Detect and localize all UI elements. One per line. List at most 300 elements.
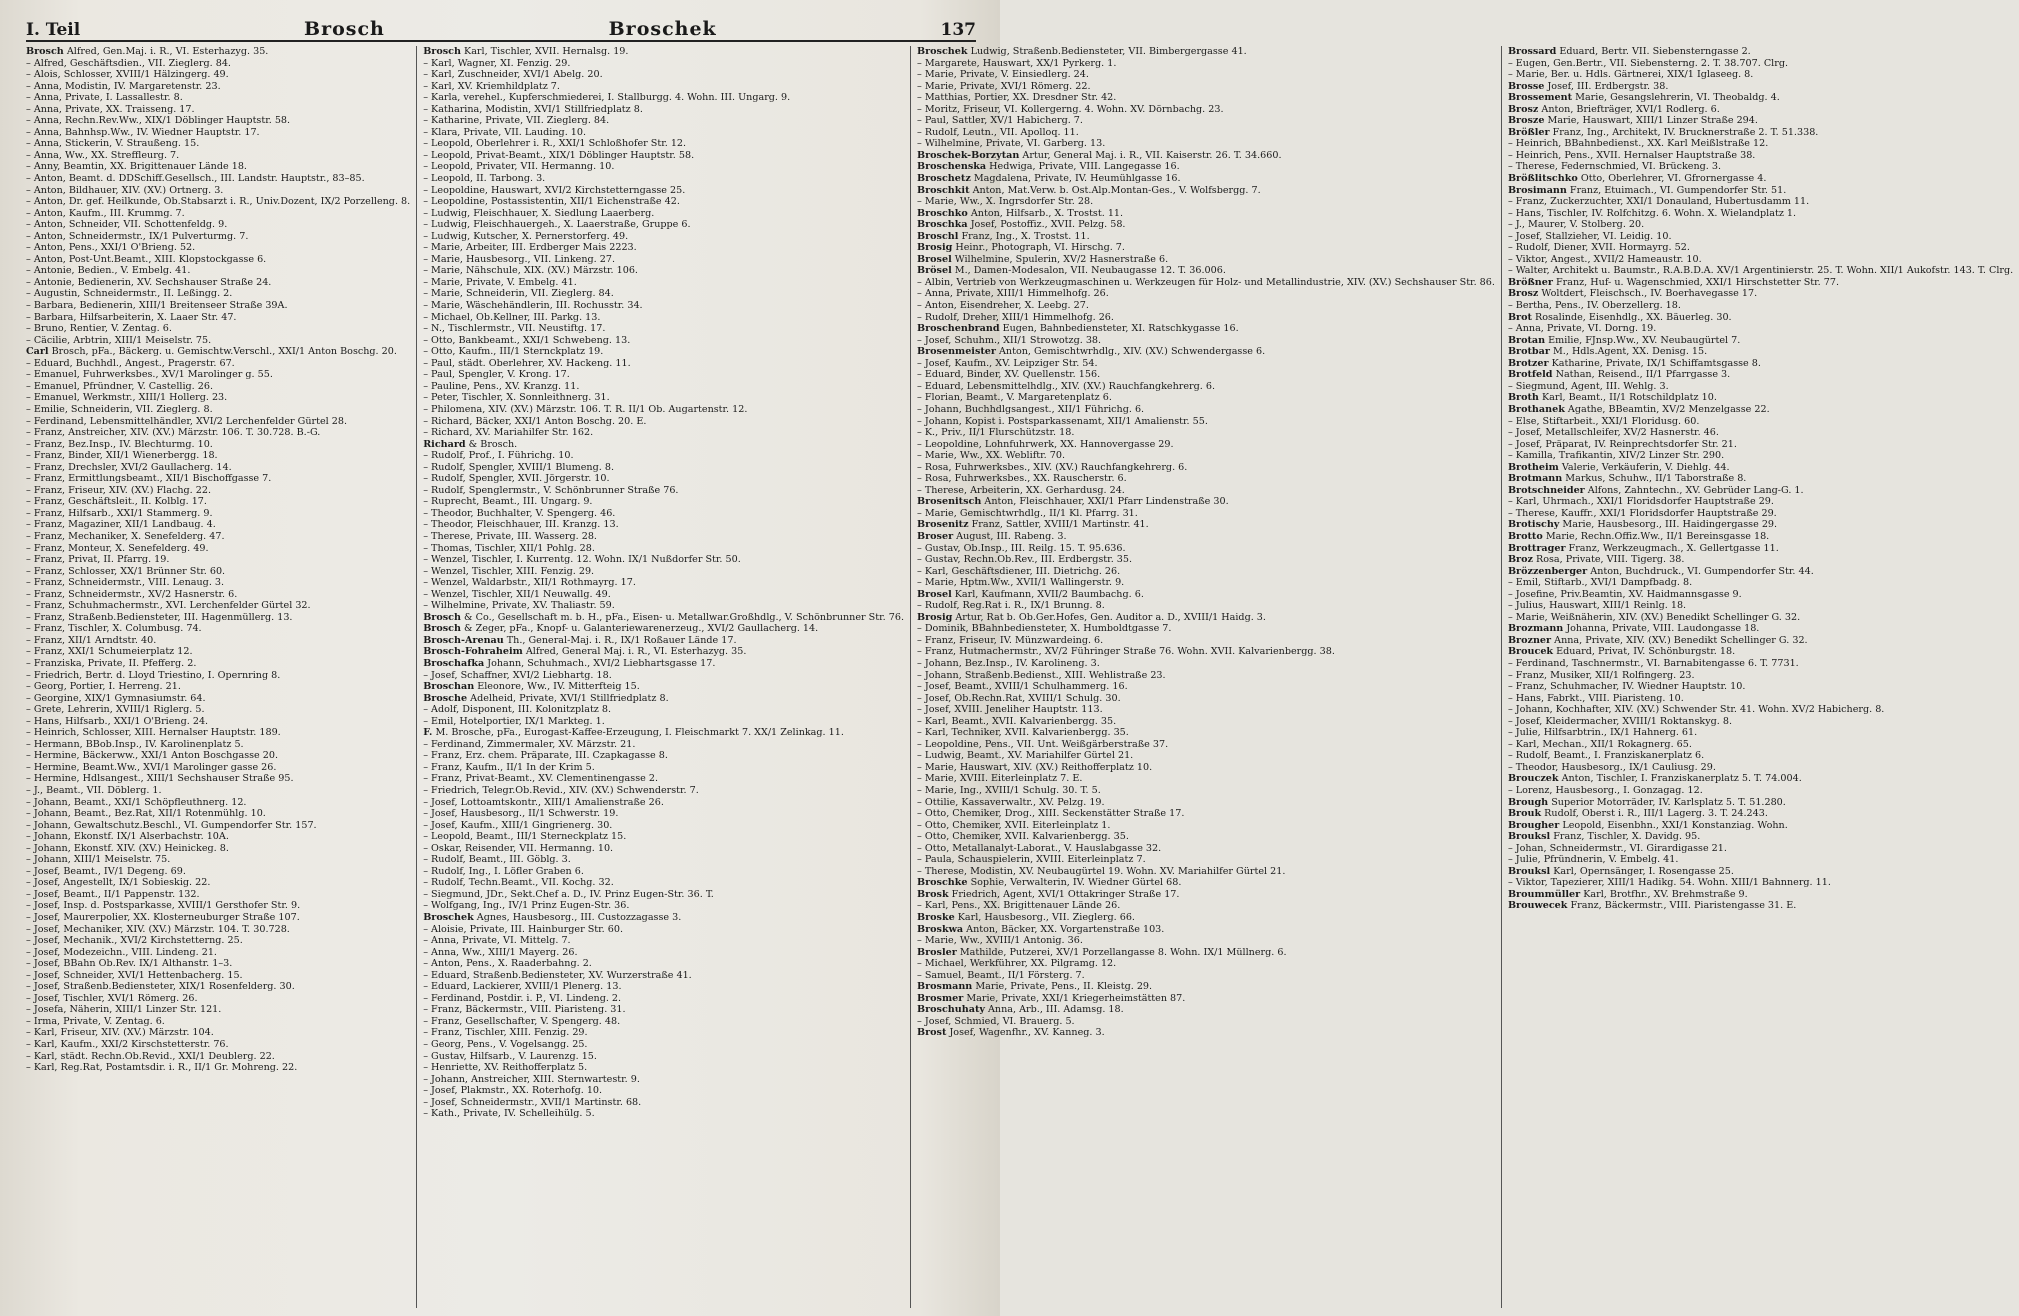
page-number: 137	[940, 20, 976, 40]
directory-entry: – Franz, Drechsler, XVI/2 Gaullacherg. 14.	[26, 461, 232, 473]
directory-entry: – Ferdinand, Postdir. i. P., VI. Lindeng. 2.	[423, 992, 622, 1004]
directory-entry: – Wilhelmine, Private, XV. Thaliastr. 59.	[423, 600, 615, 612]
directory-entry: – Franz, Mechaniker, X. Senefelderg. 47.	[26, 530, 225, 542]
directory-entry: – Rudolf, Dreher, XIII/1 Himmelhofg. 26.	[917, 311, 1114, 323]
directory-entry: – Karl, XV. Kriemhildplatz 7.	[423, 80, 560, 92]
directory-entry: Brotfeld Nathan, Reisend., II/1 Pfarrgasse 3.	[1507, 369, 1731, 381]
directory-entry: – Julie, Hilfsarbtrin., IX/1 Hahnerg. 61.	[1507, 727, 1698, 739]
directory-entry: – Anton, Kaufm., III. Krummg. 7.	[26, 207, 185, 219]
directory-entry: – Anna, Stickerin, V. Straußeng. 15.	[26, 138, 200, 150]
directory-entry: – Gustav, Hilfsarb., V. Laurenzg. 15.	[423, 1050, 597, 1062]
directory-entry: – Josef, Mechaniker, XIV. (XV.) Märzstr. 104. T. 30.728.	[26, 923, 290, 935]
directory-entry: – Josef, Beamt., IV/1 Degeng. 69.	[26, 865, 186, 877]
directory-entry: – Cäcilie, Arbtrin, XIII/1 Meiselstr. 75.	[26, 334, 212, 346]
directory-entry: – Hans, Tischler, IV. Rolfchitzg. 6. Wohn. X. Wielandplatz 1.	[1507, 207, 1797, 219]
directory-entry: Brotischy Marie, Hausbesorg., III. Haidingergasse 29.	[1507, 519, 1778, 531]
directory-entry: – Ludwig, Kutscher, X. Pernerstorferg. 49.	[423, 230, 629, 242]
directory-entry: – Johann, Straßenb.Bedienst., XIII. Wehlistraße 23.	[917, 669, 1166, 681]
directory-entry: – Marie, Private, V. Embelg. 41.	[423, 276, 577, 288]
directory-entry: Brösel M., Damen-Modesalon, VII. Neubaugasse 12. T. 36.006.	[917, 265, 1226, 277]
left-keyword: Brosch	[304, 18, 385, 40]
directory-entry: – Johann, Ekonstf. IX/1 Alserbachstr. 10A.	[26, 831, 229, 843]
directory-entry: – Heinrich, Schlosser, XIII. Hernalser Hauptstr. 189.	[26, 727, 281, 739]
directory-entry: – Barbara, Bedienerin, XIII/1 Breitenseer Straße 39A.	[26, 300, 288, 312]
directory-entry: – Richard, XV. Mariahilfer Str. 162.	[423, 427, 594, 439]
directory-entry: Brouksl Karl, Opernsänger, I. Rosengasse 25.	[1507, 865, 1734, 877]
directory-entry: Brosche Adelheid, Private, XVI/1 Stillfriedplatz 8.	[423, 692, 669, 704]
directory-entry: – Karl, Mechan., XII/1 Rokagnerg. 65.	[1507, 738, 1692, 750]
directory-entry: – Albin, Vertrieb von Werkzeugmaschinen u. Werkzeugen für Holz- und Metallindustrie, XIV. (XV.) Sechshauser Str. 86.	[917, 276, 1495, 288]
directory-entry: Broschke Sophie, Verwalterin, IV. Wiedner Gürtel 68.	[917, 877, 1182, 889]
directory-entry: – Wenzel, Tischler, XIII. Fenzig. 29.	[423, 565, 595, 577]
directory-entry: – Lorenz, Hausbesorg., I. Gonzagag. 12.	[1507, 785, 1703, 796]
directory-entry: – Franz, Anstreicher, XIV. (XV.) Märzstr. 106. T. 30.728. B.-G.	[26, 427, 321, 439]
directory-entry: – Aloisie, Private, III. Hainburger Str. 60.	[423, 923, 624, 935]
directory-entry: – J., Maurer, V. Stolberg. 20.	[1507, 219, 1645, 231]
directory-entry: Broschek-Borzytan Artur, General Maj. i. R., VII. Kaiserstr. 26. T. 34.660.	[917, 149, 1282, 161]
directory-entry: Broschenska Hedwiga, Private, VIII. Langegasse 16.	[917, 161, 1180, 173]
directory-entry: Brosch & Zeger, pFa., Knopf- u. Galanteriewarenerzeug., XVI/2 Gaullacherg. 14.	[423, 623, 819, 635]
directory-entry: – Eugen, Gen.Bertr., VII. Siebensterng. 2. T. 38.707. Clrg.	[1507, 57, 1789, 69]
directory-entry: – Josef, Stallzieher, VI. Leidig. 10.	[1507, 230, 1672, 242]
directory-entry: – Pauline, Pens., XV. Kranzg. 11.	[423, 380, 580, 392]
directory-entry: – Leopoldine, Lohnfuhrwerk, XX. Hannovergasse 29.	[917, 438, 1174, 450]
directory-entry: – Walter, Architekt u. Baumstr., R.A.B.D.A. XV/1 Argentinierstr. 25. T. Wohn. XII/1 Aukofstr. 143. T. Clrg.	[1507, 265, 2014, 277]
directory-entry: – Eduard, Binder, XV. Quellenstr. 156.	[917, 369, 1101, 381]
directory-entry: – Marie, Gemischtwrhdlg., II/1 Kl. Pfarrg. 31.	[917, 507, 1138, 519]
directory-entry: – Johann, Ekonstf. XIV. (XV.) Heinickeg. 8.	[26, 842, 229, 854]
directory-entry: Brosch Karl, Tischler, XVII. Hernalsg. 19.	[423, 46, 629, 57]
directory-entry: – Johann, Beamt., XXI/1 Schöpfleuthnerg. 12.	[26, 796, 247, 808]
directory-entry: – Anna, Rechn.Rev.Ww., XIX/1 Döblinger Hauptstr. 58.	[26, 115, 291, 127]
directory-entry: Brosse Josef, III. Erdbergstr. 38.	[1507, 80, 1669, 92]
directory-entry: – Josef, Schaffner, XVI/2 Liebhartg. 18.	[423, 669, 612, 681]
directory-entry: – Henriette, XV. Reithofferplatz 5.	[423, 1062, 588, 1074]
directory-entry: – Josef, Insp. d. Postsparkasse, XVIII/1 Gersthofer Str. 9.	[26, 900, 301, 912]
directory-entry: – Antonie, Bedien., V. Embelg. 41.	[26, 265, 191, 277]
directory-entry: – Siegmund, Agent, III. Wehlg. 3.	[1507, 380, 1669, 392]
directory-entry: – Paula, Schauspielerin, XVIII. Eiterleinplatz 7.	[917, 854, 1146, 866]
directory-entry: – Leopold, Privater, VII. Hermanng. 10.	[423, 161, 615, 173]
directory-entry: – Gustav, Rechn.Ob.Rev., III. Erdbergstr. 35.	[917, 554, 1133, 566]
directory-entry: – Matthias, Portier, XX. Dresdner Str. 42.	[917, 92, 1117, 104]
directory-entry: – Karl, Wagner, XI. Fenzig. 29.	[423, 57, 571, 69]
column-2	[417, 46, 911, 1308]
directory-entry: – Hans, Hilfsarb., XXI/1 O'Brieng. 24.	[26, 715, 209, 727]
directory-entry: – Alfred, Geschäftsdien., VII. Zieglerg. 84.	[26, 57, 231, 69]
directory-entry: – Viktor, Tapezierer, XIII/1 Hadikg. 54. Wohn. XIII/1 Bahnnerg. 11.	[1507, 877, 1831, 889]
directory-entry: – Marie, Private, XVI/1 Römerg. 22.	[917, 80, 1091, 92]
directory-entry: – Rudolf, Diener, XVII. Hormayrg. 52.	[1507, 242, 1690, 254]
directory-entry: – Anny, Beamtin, XX. Brigittenauer Lände 18.	[26, 161, 247, 173]
directory-entry: – Josef, Präparat, IV. Reinprechtsdorfer Str. 21.	[1507, 438, 1737, 450]
directory-entry: – Josef, Schmied, VI. Brauerg. 5.	[917, 1015, 1075, 1027]
directory-entry: – Anton, Pens., X. Raaderbahng. 2.	[423, 958, 592, 970]
directory-entry: Broskwa Anton, Bäcker, XX. Vorgartenstraße 103.	[917, 923, 1165, 935]
directory-entry: Brothanek Agathe, BBeamtin, XV/2 Menzelgasse 22.	[1507, 403, 1770, 415]
directory-entry: Broummüller Karl, Brotfhr., XV. Brehmstraße 9.	[1507, 888, 1748, 900]
directory-entry: – Leopoldine, Pens., VII. Unt. Weißgärberstraße 37.	[917, 738, 1169, 750]
directory-entry: Broz Rosa, Private, VIII. Tigerg. 38.	[1507, 554, 1685, 566]
directory-entry: – Johann, Bez.Insp., IV. Karolineng. 3.	[917, 657, 1100, 669]
directory-entry: – Franz, Bäckermstr., VIII. Piaristeng. 31.	[423, 1004, 626, 1016]
directory-entry: – Georg, Pens., V. Vogelsangg. 25.	[423, 1039, 588, 1051]
directory-entry: – Josef, Plakmstr., XX. Roterhofg. 10.	[423, 1085, 603, 1097]
directory-entry: – Franz, Ermittlungsbeamt., XII/1 Bischoffgasse 7.	[26, 473, 272, 485]
directory-entry: – Anton, Pens., XXI/1 O'Brieng. 52.	[26, 242, 196, 254]
directory-entry: – Franz, Friseur, IV. Münzwardeing. 6.	[917, 634, 1104, 646]
directory-entry: – Otto, Metallanalyt-Laborat., V. Hauslabgasse 32.	[917, 842, 1162, 854]
directory-entry: Brosimann Franz, Etuimach., VI. Gumpendorfer Str. 51.	[1507, 184, 1787, 196]
directory-entry: – Therese, Modistin, XV. Neubaugürtel 19. Wohn. XV. Mariahilfer Gürtel 21.	[917, 865, 1286, 877]
directory-entry: – Anton, Beamt. d. DDSchiff.Gesellsch., III. Landstr. Hauptstr., 83–85.	[26, 173, 365, 185]
directory-entry: – Franz, Straßenb.Bediensteter, III. Hagenmüllerg. 13.	[26, 611, 293, 623]
directory-entry: – Otto, Chemiker, Drog., XIII. Seckenstätter Straße 17.	[917, 808, 1185, 820]
directory-entry: – Anna, Ww., XIII/1 Mayerg. 26.	[423, 946, 578, 958]
directory-entry: – Marie, Hptm.Ww., XVII/1 Wallingerstr. 9.	[917, 577, 1125, 589]
directory-entry: – Marie, Weißnäherin, XIV. (XV.) Benedikt Schellinger G. 32.	[1507, 611, 1801, 623]
directory-entry: – Wilhelmine, Private, VI. Garberg. 13.	[917, 138, 1106, 150]
directory-entry: – Samuel, Beamt., II/1 Försterg. 7.	[917, 969, 1085, 981]
directory-entry: Richard & Brosch.	[423, 438, 518, 450]
directory-entry: Broucek Eduard, Privat, IV. Schönburgstr. 18.	[1507, 646, 1736, 658]
directory-entry: – Barbara, Hilfsarbeiterin, X. Laaer Str. 47.	[26, 311, 237, 323]
directory-entry: – Josef, Angestellt, IX/1 Sobieskig. 22.	[26, 877, 211, 889]
directory-entry: – Julius, Hauswart, XIII/1 Reinlg. 18.	[1507, 600, 1687, 612]
directory-entry: – Marie, Ww., XX. Webliftr. 70.	[917, 450, 1065, 462]
directory-entry: Brotan Emilie, FJnsp.Ww., XV. Neubaugürtel 7.	[1507, 334, 1741, 346]
directory-entry: – Karl, Zuschneider, XVI/1 Abelg. 20.	[423, 69, 603, 81]
directory-entry: – Josef, Metallschleifer, XV/2 Hasnerstr. 46.	[1507, 427, 1719, 439]
directory-entry: Brotzer Katharine, Private, IX/1 Schiffamtsgasse 8.	[1507, 357, 1761, 369]
directory-entry: – Josef, BBahn Ob.Rev. IX/1 Althanstr. 1–3.	[26, 958, 233, 970]
directory-entry: – Anna, Private, XIII/1 Himmelhofg. 26.	[917, 288, 1109, 300]
directory-entry: – Anna, Private, VI. Dorng. 19.	[1507, 323, 1657, 335]
directory-entry: – Anna, Ww., XX. Streffleurg. 7.	[26, 149, 180, 161]
directory-entry: – Franz, Geschäftsleit., II. Kolblg. 17.	[26, 496, 207, 508]
directory-entry: – Marie, Ww., X. Ingrsdorfer Str. 28.	[917, 196, 1094, 208]
directory-entry: – Josef, Beamt., II/1 Pappenstr. 132.	[26, 888, 200, 900]
directory-entry: – Franz, Friseur, XIV. (XV.) Flachg. 22.	[26, 484, 211, 496]
directory-entry: – Otto, Bankbeamt., XXI/1 Schwebeng. 13.	[423, 334, 631, 346]
directory-entry: – Irma, Private, V. Zentag. 6.	[26, 1015, 165, 1027]
directory-entry: – Michael, Ob.Kellner, III. Parkg. 13.	[423, 311, 601, 323]
directory-entry: – Peter, Tischler, X. Sonnleithnerg. 31.	[423, 392, 610, 404]
directory-entry: Brot Rosalinde, Eisenhdlg., XX. Bäuerleg. 30.	[1507, 311, 1732, 323]
directory-entry: – Anna, Private, VI. Mittelg. 7.	[423, 935, 571, 947]
directory-entry: Brosel Karl, Kaufmann, XVII/2 Baumbachg. 6.	[917, 588, 1144, 600]
directory-entry: – Franz, Privat-Beamt., XV. Clementinengasse 2.	[423, 773, 659, 785]
directory-entry: Brouczek Anton, Tischler, I. Franziskanerplatz 5. T. 74.004.	[1507, 773, 1802, 785]
directory-entry: – Marie, Ww., XVIII/1 Antonig. 36.	[917, 935, 1083, 947]
directory-entry: – Rudolf, Techn.Beamt., VII. Kochg. 32.	[423, 877, 614, 889]
directory-entry: – Franz, Schuhmacher, IV. Wiedner Hauptstr. 10.	[1507, 681, 1746, 693]
directory-entry: – Johann, XIII/1 Meiselstr. 75.	[26, 854, 171, 866]
directory-entry: – Emil, Hotelportier, IX/1 Markteg. 1.	[423, 715, 605, 727]
directory-entry: – Paul, Sattler, XV/1 Habicherg. 7.	[917, 115, 1083, 127]
directory-entry: – Hermine, Bäckerww., XXI/1 Anton Boschgasse 20.	[26, 750, 279, 762]
directory-entry: – Therese, Private, III. Wasserg. 28.	[423, 530, 597, 542]
directory-entry: – Heinrich, Pens., XVII. Hernalser Hauptstraße 38.	[1507, 149, 1756, 161]
directory-entry: – Franz, XII/1 Arndtstr. 40.	[26, 634, 157, 646]
directory-entry: – Leopoldine, Hauswart, XVI/2 Kirchstetterngasse 25.	[423, 184, 686, 196]
directory-entry: – Paul, Spengler, V. Krong. 17.	[423, 369, 570, 381]
directory-entry: – Therese, Arbeiterin, XX. Gerhardusg. 24.	[917, 484, 1125, 496]
directory-entry: – Josef, Ob.Rechn.Rat, XVIII/1 Schulg. 30.	[917, 692, 1121, 704]
column-1	[26, 46, 417, 1308]
directory-entry: – Gustav, Ob.Insp., III. Reilg. 15. T. 95.636.	[917, 542, 1126, 554]
directory-entry: – Ferdinand, Taschnermstr., VI. Barnabitengasse 6. T. 7731.	[1507, 657, 1799, 669]
directory-entry: Broschenbrand Eugen, Bahnbediensteter, XI. Ratschkygasse 16.	[917, 323, 1239, 335]
directory-entry: Brosch Alfred, Gen.Maj. i. R., VI. Esterhazyg. 35.	[26, 46, 269, 57]
directory-entry: – Grete, Lehrerin, XVIII/1 Riglerg. 5.	[26, 704, 205, 716]
directory-entry: Brosch-Arenau Th., General-Maj. i. R., IX/1 Roßauer Lände 17.	[423, 634, 737, 646]
directory-entry: – Franz, Zuckerzuchter, XXI/1 Donauland, Hubertusdamm 11.	[1507, 196, 1810, 208]
directory-entry: Broske Karl, Hausbesorg., VII. Zieglerg. 66.	[917, 912, 1135, 924]
directory-entry: – Siegmund, JDr., Sekt.Chef a. D., IV. Prinz Eugen-Str. 36. T.	[423, 888, 714, 900]
directory-entry: – Florian, Beamt., V. Margaretenplatz 6.	[917, 392, 1112, 404]
directory-entry: – Marie, Ber. u. Hdls. Gärtnerei, XIX/1 Iglaseeg. 8.	[1507, 69, 1754, 81]
directory-entry: – Marie, Private, V. Einsiedlerg. 24.	[917, 69, 1089, 81]
directory-entry: – Hans, Fabrkt., VIII. Piaristeng. 10.	[1507, 692, 1684, 704]
directory-entry: – Alois, Schlosser, XVIII/1 Hälzingerg. 49.	[26, 69, 229, 81]
directory-entry: – Karl, Pens., XX. Brigittenauer Lände 26.	[917, 900, 1121, 912]
directory-entry: Brößner Franz, Huf- u. Wagenschmied, XXI/1 Hirschstetter Str. 77.	[1507, 276, 1840, 288]
directory-entry: – Franz, XXI/1 Schumeierplatz 12.	[26, 646, 193, 658]
directory-entry: – Rosa, Fuhrwerksbes., XIV. (XV.) Rauchfangkehrerg. 6.	[917, 461, 1188, 473]
directory-entry: – Josefa, Näherin, XIII/1 Linzer Str. 121.	[26, 1004, 222, 1016]
directory-entry: – Josef, Lottoamtskontr., XIII/1 Amalienstraße 26.	[423, 796, 664, 808]
directory-entry: Broschko Anton, Hilfsarb., X. Trostst. 11.	[917, 207, 1124, 219]
directory-entry: Brossard Eduard, Bertr. VII. Siebensterngasse 2.	[1507, 46, 1751, 57]
directory-entry: – Emanuel, Pfründner, V. Castellig. 26.	[26, 380, 214, 392]
directory-entry: – Friedrich, Bertr. d. Lloyd Triestino, I. Opernring 8.	[26, 669, 281, 681]
directory-entry: – Franz, Schneidermstr., VIII. Lenaug. 3.	[26, 577, 225, 589]
directory-entry: – Leopold, Oberlehrer i. R., XXI/1 Schloßhofer Str. 12.	[423, 138, 687, 150]
directory-entry: – Johann, Buchhdlgsangest., XII/1 Führichg. 6.	[917, 403, 1145, 415]
directory-entry: – Wenzel, Tischler, I. Kurrentg. 12. Wohn. IX/1 Nußdorfer Str. 50.	[423, 554, 741, 566]
directory-entry: – Leopold, Beamt., III/1 Sterneckplatz 15.	[423, 831, 627, 843]
directory-entry: – Josef, Schneider, XVI/1 Hettenbacherg. 15.	[26, 969, 243, 981]
directory-entry: – Anna, Modistin, IV. Margaretenstr. 23.	[26, 80, 221, 92]
directory-entry: – Johann, Kochhafter, XIV. (XV.) Schwender Str. 41. Wohn. XV/2 Habicherg. 8.	[1507, 704, 1885, 716]
directory-entry: – Josef, Schneidermstr., XVII/1 Martinstr. 68.	[423, 1096, 642, 1108]
directory-entry: Brouwecek Franz, Bäckermstr., VIII. Piaristengasse 31. E.	[1507, 900, 1797, 912]
directory-entry: – Rudolf, Ing., I. Löfler Graben 6.	[423, 865, 584, 877]
directory-entry: – Josef, Schuhm., XII/1 Strowotzg. 38.	[917, 334, 1102, 346]
directory-entry: Broschkit Anton, Mat.Verw. b. Ost.Alp.Montan-Ges., V. Wolfsbergg. 7.	[917, 184, 1261, 196]
directory-entry: Brotbar M., Hdls.Agent, XX. Denisg. 15.	[1507, 346, 1708, 358]
directory-entry: – Franz, Hilfsarb., XXI/1 Stammerg. 9.	[26, 507, 213, 519]
directory-entry: – Paul, städt. Oberlehrer, XV. Hackeng. 11.	[423, 357, 631, 369]
directory-entry: – Anton, Dr. gef. Heilkunde, Ob.Stabsarzt i. R., Univ.Dozent, IX/2 Porzelleng. 8.	[26, 196, 411, 208]
directory-entry: – Dominik, BBahnbediensteter, X. Humboldtgasse 7.	[917, 623, 1172, 635]
directory-entry: – Anton, Schneidermstr., IX/1 Pulverturmg. 7.	[26, 230, 249, 242]
directory-entry: – Marie, Hausbesorg., VII. Linkeng. 27.	[423, 253, 615, 265]
directory-entry: – Franz, Erz. chem. Präparate, III. Czapkagasse 8.	[423, 750, 668, 762]
directory-entry: – Hermann, BBob.Insp., IV. Karolinenplatz 5.	[26, 738, 244, 750]
directory-entry: – Marie, Arbeiter, III. Erdberger Mais 2223.	[423, 242, 637, 254]
directory-entry: – Eduard, Lackierer, XVIII/1 Plenerg. 13.	[423, 981, 622, 993]
directory-entry: Brotheim Valerie, Verkäuferin, V. Diehlg. 44.	[1507, 461, 1730, 473]
directory-entry: – Johan, Schneidermstr., VI. Girardigasse 21.	[1507, 842, 1727, 854]
directory-entry: Brosz Anton, Briefträger, XVI/1 Rodlerg. 6.	[1507, 103, 1720, 115]
right-keyword: Broschek	[608, 18, 717, 40]
directory-entry: Broschan Eleonore, Ww., IV. Mitterfteig 15.	[423, 681, 640, 693]
directory-entry: – Karl, Reg.Rat, Postamtsdir. i. R., II/1 Gr. Mohreng. 22.	[26, 1062, 298, 1074]
directory-entry: Broschuhaty Anna, Arb., III. Adamsg. 18.	[917, 1004, 1124, 1016]
directory-entry: Carl Brosch, pFa., Bäckerg. u. Gemischtw.Verschl., XXI/1 Anton Boschg. 20.	[26, 346, 397, 358]
directory-entry: Brouk Rudolf, Oberst i. R., III/1 Lagerg. 3. T. 24.243.	[1507, 808, 1768, 820]
directory-entry: – Margarete, Hauswart, XX/1 Pyrkerg. 1.	[917, 57, 1117, 69]
directory-entry: – Rudolf, Beamt., I. Franziskanerplatz 6.	[1507, 750, 1705, 762]
directory-entry: – Eduard, Buchhdl., Angest., Pragerstr. 67.	[26, 357, 235, 369]
directory-entry: – Johann, Beamt., Bez.Rat, XII/1 Rotenmühlg. 10.	[26, 808, 266, 820]
directory-columns	[26, 46, 2014, 1308]
directory-entry: – Franz, Magaziner, XII/1 Landbaug. 4.	[26, 519, 216, 531]
directory-entry: – Otto, Chemiker, XVII. Eiterleinplatz 1.	[917, 819, 1111, 831]
directory-entry: – Rudolf, Spenglermstr., V. Schönbrunner Straße 76.	[423, 484, 679, 496]
directory-entry: – Josef, XVIII. Jeneliher Hauptstr. 113.	[917, 704, 1103, 716]
directory-entry: – Johann, Gewaltschutz.Beschl., VI. Gumpendorfer Str. 157.	[26, 819, 317, 831]
directory-entry: – Emil, Stiftarb., XVI/1 Dampfbadg. 8.	[1507, 577, 1693, 589]
directory-entry: – Kath., Private, IV. Schelleihülg. 5.	[423, 1108, 595, 1120]
directory-entry: Broschl Franz, Ing., X. Trostst. 11.	[917, 230, 1090, 242]
directory-entry: – Hermine, Hdlsangest., XIII/1 Sechshauser Straße 95.	[26, 773, 294, 785]
directory-entry: – Eduard, Straßenb.Bediensteter, XV. Wurzerstraße 41.	[423, 969, 692, 981]
directory-entry: – Theodor, Hausbesorg., IX/1 Cauliusg. 29.	[1507, 761, 1716, 773]
directory-entry: – Ludwig, Fleischhauergeh., X. Laaerstraße, Gruppe 6.	[423, 219, 691, 231]
directory-entry: Brozmann Johanna, Private, VIII. Laudongasse 18.	[1507, 623, 1760, 635]
directory-entry: – Josef, Maurerpolier, XX. Klosterneuburger Straße 107.	[26, 912, 300, 924]
directory-entry: Brosmann Marie, Private, Pens., II. Kleistg. 29.	[917, 981, 1153, 993]
directory-entry: Brosmer Marie, Private, XXI/1 Kriegerheimstätten 87.	[917, 992, 1186, 1004]
directory-entry: Brough Superior Motorräder, IV. Karlsplatz 5. T. 51.280.	[1507, 796, 1786, 808]
directory-entry: – Josef, Straßenb.Bediensteter, XIX/1 Rosenfelderg. 30.	[26, 981, 295, 993]
directory-entry: – Franz, Schneidermstr., XV/2 Hasnerstr. 6.	[26, 588, 238, 600]
directory-entry: Brost Josef, Wagenfhr., XV. Kanneg. 3.	[917, 1027, 1105, 1039]
directory-entry: Broschka Josef, Postoffiz., XVII. Pelzg. 58.	[917, 219, 1126, 231]
directory-entry: – Rudolf, Prof., I. Führichg. 10.	[423, 450, 574, 462]
directory-entry: – Marie, Schneiderin, VII. Zieglerg. 84.	[423, 288, 614, 300]
directory-entry: – Franz, Kaufm., II/1 In der Krim 5.	[423, 761, 595, 773]
directory-entry: – Georgine, XIX/1 Gymnasiumstr. 64.	[26, 692, 206, 704]
directory-entry: Broschek Ludwig, Straßenb.Bediensteter, VII. Bimbergergasse 41.	[917, 46, 1247, 57]
directory-entry: – Theodor, Fleischhauer, III. Kranzg. 13.	[423, 519, 619, 531]
directory-entry: Brouksl Franz, Tischler, X. Davidg. 95.	[1507, 831, 1701, 843]
directory-entry: – Franz, Privat, II. Pfarrg. 19.	[26, 554, 170, 566]
directory-entry: – Marie, XVIII. Eiterleinplatz 7. E.	[917, 773, 1083, 785]
directory-entry: – Ferdinand, Zimmermaler, XV. Märzstr. 21.	[423, 738, 636, 750]
directory-entry: – Augustin, Schneidermstr., II. Leßingg. 2.	[26, 288, 233, 300]
directory-entry: Brößler Franz, Ing., Architekt, IV. Brucknerstraße 2. T. 51.338.	[1507, 126, 1819, 138]
directory-entry: Broschek Agnes, Hausbesorg., III. Custozzagasse 3.	[423, 912, 682, 924]
directory-entry: – Josef, Kaufm., XV. Leipziger Str. 54.	[917, 357, 1098, 369]
directory-entry: – Michael, Werkführer, XX. Pilgramg. 12.	[917, 958, 1117, 970]
directory-entry: – Emanuel, Werkmstr., XIII/1 Hollerg. 23.	[26, 392, 228, 404]
directory-entry: – Franz, Tischler, XIII. Fenzig. 29.	[423, 1027, 588, 1039]
directory-entry: – Franz, Hutmachermstr., XV/2 Führinger Straße 76. Wohn. XVII. Kalvarienbergg. 38.	[917, 646, 1335, 658]
directory-entry: – Anton, Bildhauer, XIV. (XV.) Ortnerg. 3.	[26, 184, 224, 196]
directory-entry: – Otto, Kaufm., III/1 Sternckplatz 19.	[423, 346, 604, 358]
directory-entry: Brossement Marie, Gesangslehrerin, VI. Theobaldg. 4.	[1507, 92, 1780, 104]
directory-entry: – Wenzel, Tischler, XII/1 Neuwallg. 49.	[423, 588, 611, 600]
directory-entry: Brosig Artur, Rat b. Ob.Ger.Hofes, Gen. Auditor a. D., XVIII/1 Haidg. 3.	[917, 611, 1266, 623]
directory-entry: – Franz, Schlosser, XX/1 Brünner Str. 60.	[26, 565, 226, 577]
directory-entry: – Franz, Schuhmachermstr., XVI. Lerchenfelder Gürtel 32.	[26, 600, 311, 612]
directory-entry: Brößlitschko Otto, Oberlehrer, VI. Gfrornergasse 4.	[1507, 173, 1767, 185]
directory-entry: – Johann, Anstreicher, XIII. Sternwartestr. 9.	[423, 1073, 640, 1085]
directory-entry: – Ludwig, Fleischhauer, X. Siedlung Laaerberg.	[423, 207, 655, 219]
directory-entry: Brosk Friedrich, Agent, XVI/1 Ottakringer Straße 17.	[917, 888, 1180, 900]
directory-entry: – Josef, Hausbesorg., II/1 Schwerstr. 19.	[423, 808, 619, 820]
directory-entry: Brosch-Fohraheim Alfred, General Maj. i. R., VI. Esterhazyg. 35.	[423, 646, 747, 658]
directory-entry: – Hermine, Beamt.Ww., XVI/1 Marolinger gasse 26.	[26, 761, 277, 773]
directory-entry: – Kamilla, Trafikantin, XIV/2 Linzer Str. 290.	[1507, 450, 1725, 462]
directory-entry: – Rudolf, Reg.Rat i. R., IX/1 Brunng. 8.	[917, 600, 1105, 612]
directory-entry: – Leopold, Privat-Beamt., XIX/1 Döblinger Hauptstr. 58.	[423, 149, 695, 161]
directory-entry: – Anton, Schneider, VII. Schottenfeldg. 9.	[26, 219, 228, 231]
directory-entry: – Emanuel, Fuhrwerksbes., XV/1 Marolinger g. 55.	[26, 369, 273, 381]
directory-entry: – Karla, verehel., Kupferschmiederei, I. Stallburgg. 4. Wohn. III. Ungarg. 9.	[423, 92, 791, 104]
directory-entry: – Emilie, Schneiderin, VII. Zieglerg. 8.	[26, 403, 213, 415]
directory-entry: – Ottilie, Kassaverwaltr., XV. Pelzg. 19.	[917, 796, 1105, 808]
directory-entry: – Marie, Wäschehändlerin, III. Rochusstr. 34.	[423, 300, 643, 312]
directory-entry: – Therese, Federnschmied, VI. Brückeng. 3.	[1507, 161, 1722, 173]
directory-entry: Broschafka Johann, Schuhmach., XVI/2 Liebhartsgasse 17.	[423, 657, 716, 669]
directory-entry: – Richard, Bäcker, XXI/1 Anton Boschg. 20. E.	[423, 415, 647, 427]
directory-entry: – Klara, Private, VII. Lauding. 10.	[423, 126, 587, 138]
directory-entry: Brosz Woltdert, Fleischsch., IV. Boerhavegasse 17.	[1507, 288, 1758, 300]
directory-entry: Brozner Anna, Private, XIV. (XV.) Benedikt Schellinger G. 32.	[1507, 634, 1808, 646]
directory-entry: – Josef, Kleidermacher, XVIII/1 Roktanskyg. 8.	[1507, 715, 1733, 727]
directory-entry: Brosenmeister Anton, Gemischtwrhdlg., XIV. (XV.) Schwendergasse 6.	[917, 346, 1266, 358]
directory-entry: – Marie, Nähschule, XIX. (XV.) Märzstr. 106.	[423, 265, 638, 277]
directory-entry: Broschetz Magdalena, Private, IV. Heumühlgasse 16.	[917, 173, 1181, 185]
directory-entry: Broth Karl, Beamt., II/1 Rotschildplatz 10.	[1507, 392, 1717, 404]
directory-entry: – Marie, Ing., XVIII/1 Schulg. 30. T. 5.	[917, 785, 1101, 796]
directory-entry: – Anton, Post-Unt.Beamt., XIII. Klopstockgasse 6.	[26, 253, 267, 265]
directory-entry: – Katharina, Modistin, XVI/1 Stillfriedplatz 8.	[423, 103, 643, 115]
directory-entry: – Josef, Modezeichn., VIII. Lindeng. 21.	[26, 946, 217, 958]
part-label: I. Teil	[26, 20, 81, 40]
directory-entry: – Anna, Private, XX. Traisseng. 17.	[26, 103, 195, 115]
directory-entry: Brosch & Co., Gesellschaft m. b. H., pFa., Eisen- u. Metallwar.Großhdlg., V. Schönbrunner Str. 76.	[423, 611, 904, 623]
column-3	[911, 46, 1502, 1308]
directory-entry: – Anna, Private, I. Lassallestr. 8.	[26, 92, 183, 104]
directory-entry: – Josef, Beamt., XVIII/1 Schulhammerg. 16.	[917, 681, 1128, 693]
directory-entry: – Ferdinand, Lebensmittelhändler, XVI/2 Lerchenfelder Gürtel 28.	[26, 415, 348, 427]
directory-entry: – Wolfgang, Ing., IV/1 Prinz Eugen-Str. 36.	[423, 900, 630, 912]
directory-entry: – Marie, Hauswart, XIV. (XV.) Reithofferplatz 10.	[917, 761, 1153, 773]
directory-entry: Brosig Heinr., Photograph, VI. Hirschg. 7.	[917, 242, 1125, 254]
directory-entry: – Josef, Mechanik., XVI/2 Kirchstetterng. 25.	[26, 935, 243, 947]
directory-entry: – Franz, Monteur, X. Senefelderg. 49.	[26, 542, 209, 554]
directory-entry: – Franz, Binder, XII/1 Wienerbergg. 18.	[26, 450, 218, 462]
directory-entry: – Anton, Eisendreher, X. Leebg. 27.	[917, 300, 1089, 312]
directory-entry: – Rudolf, Leutn., VII. Apolloq. 11.	[917, 126, 1079, 138]
page-header	[26, 10, 976, 42]
directory-entry: – Franz, Musiker, XII/1 Rolfingerg. 23.	[1507, 669, 1695, 681]
directory-entry: – Adolf, Disponent, III. Kolonitzplatz 8.	[423, 704, 612, 716]
directory-entry: – Karl, Techniker, XVII. Kalvarienbergg. 35.	[917, 727, 1129, 739]
directory-entry: – Josef, Tischler, XVI/1 Römerg. 26.	[26, 992, 198, 1004]
directory-entry: – Georg, Portier, I. Herreng. 21.	[26, 681, 181, 693]
directory-entry: – Anna, Bahnhsp.Ww., IV. Wiedner Hauptstr. 17.	[26, 126, 260, 138]
directory-entry: F. M. Brosche, pFa., Eurogast-Kaffee-Erzeugung, I. Fleischmarkt 7. XX/1 Zelinkag. 11.	[423, 727, 844, 739]
directory-entry: – Eduard, Lebensmittelhdlg., XIV. (XV.) Rauchfangkehrerg. 6.	[917, 380, 1216, 392]
directory-entry: – Karl, Geschäftsdiener, III. Dietrichg. 26.	[917, 565, 1121, 577]
